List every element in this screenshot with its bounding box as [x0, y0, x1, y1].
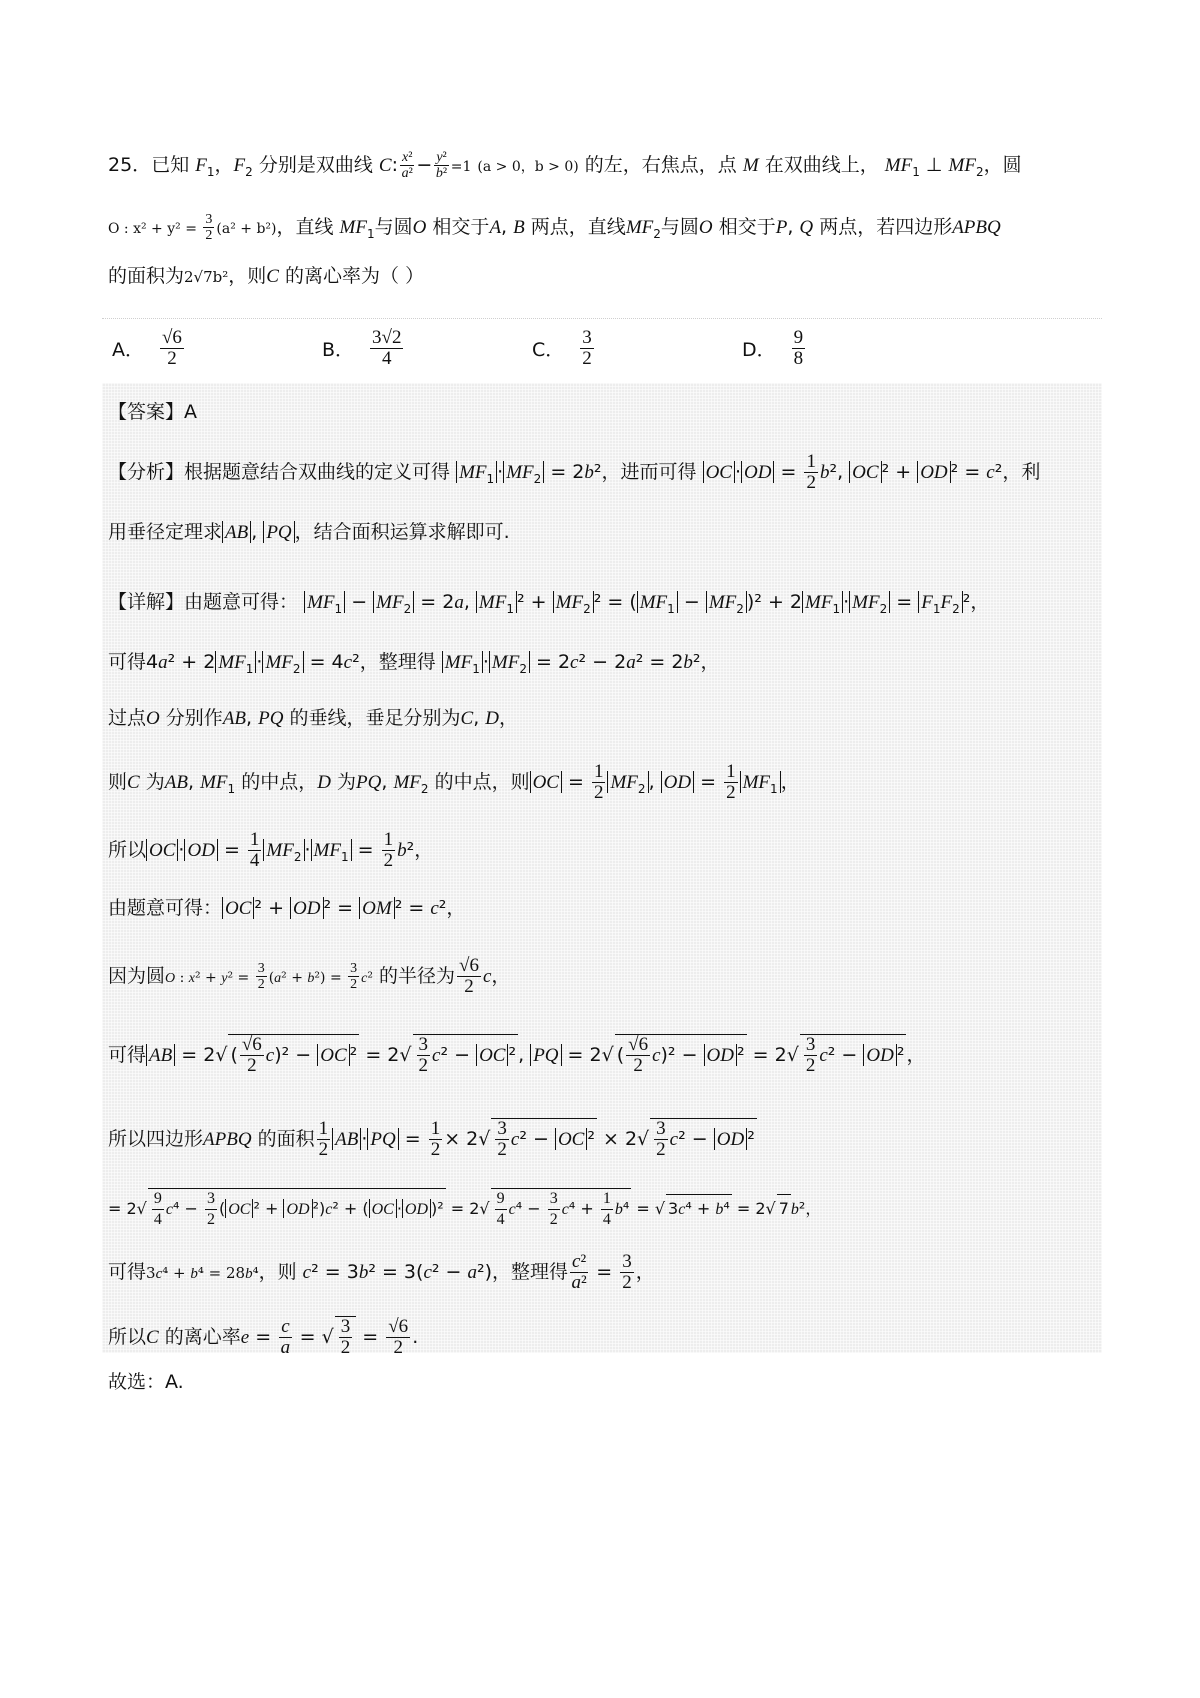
answer-line: 【答案】A	[108, 401, 198, 423]
option-c[interactable]: C． $\frac{3}{2}$	[532, 327, 592, 369]
divider	[102, 318, 1102, 319]
analysis-line-2: 用垂径定理求 AB , PQ ，结合面积运算求解即可.	[108, 521, 510, 543]
question-line-1: 25．已知 $F_1$，$F_2$ 分别是双曲线 C: $\frac{\text{x²}}{\text{a²}}$ − $\frac{\text{y²}}{\text{b²}}$ =1 (a > 0，b > 0) 的左，右焦点，点 M 在双曲线上， $MF_1$ ⊥ $MF_2$，圆	[108, 150, 1022, 181]
analysis-line-1: 【分析】根据题意结合双曲线的定义可得 $MF_1 \cdot MF_2 = 2b^2$，进而可得 OC · OD = $\frac{1}{2}$ b², OC ² + OD ² = c²，利	[108, 451, 1041, 493]
detail-line-2: 可得4a² + 2 $MF_1 \cdot MF_2 = 4c^2$，整理得 $MF_1 \cdot MF_2 = 2c^2 - 2a^2 = 2b^2$，	[108, 651, 720, 676]
conclusion-line: 故选：A.	[108, 1371, 184, 1393]
detail-line-6: 由题意可得： OC ² + OD ² = OM ² = c²，	[108, 897, 466, 919]
detail-line-1: 【详解】由题意可得： $MF_1 - MF_2 = 2a$, $MF_1$ $^2 + MF_2$ ² = ( $MF_1 - MF_2$ )² + 2 $MF_1 \cdot MF_2 = F_1F_2$ ²，	[108, 591, 990, 616]
detail-line-12: 所以C 的离心率e = $\frac{c}{a}$ = √ $\frac{3}{2}$ = $\frac{√6}{2}$ .	[108, 1316, 419, 1358]
detail-line-9: 所以四边形APBQ 的面积 $\frac{1}{2}$ AB · PQ = $\frac{1}{2}$ × 2√ $\frac{3}{2}$ c² − OC ² × 2√ $\frac{3}{2}$ c² − OD ²	[108, 1118, 755, 1160]
question-number: 25．	[108, 154, 152, 176]
question-line-3: 的面积为2√7b²，则C 的离心率为（ ）	[108, 265, 425, 287]
detail-line-11: 可得3c⁴ + b⁴ = 28b⁴，则 c² = 3b² = 3(c² − a²)，整理得 $\frac{\text{c²}}{\text{a²}}$ = $\frac{3}{2}$ ，	[108, 1251, 655, 1293]
question-line-2: O : x² + y² = $\frac{3}{2}$ (a² + b²)，直线 $MF_1$与圆O 相交于A, B 两点，直线$MF_2$与圆O 相交于P, Q 两点，若四边形APBQ	[108, 212, 1001, 243]
detail-line-3: 过点O 分别作AB, PQ 的垂线，垂足分别为C, D，	[108, 707, 519, 729]
option-b[interactable]: B． $\frac{3√2}{4}$	[322, 327, 402, 369]
detail-line-7: 因为圆O : x² + y² = $\frac{3}{2}$ (a² + b²) = $\frac{3}{2}$ c² 的半径为 $\frac{√6}{2}$ c，	[108, 955, 511, 997]
option-d[interactable]: D． $\frac{9}{8}$	[742, 327, 804, 369]
detail-line-5: 所以 OC · OD = $\frac{1}{4}$ $MF_2 \cdot MF_1$ = $\frac{1}{2}$ b²，	[108, 829, 434, 871]
option-a[interactable]: A． $\frac{√6}{2}$	[112, 327, 182, 369]
detail-line-10: = 2√ $\frac{9}{4}$ c⁴ − $\frac{3}{2}$ ( OC ² + OD ²)c² + ( OC · OD )² = 2√ $\frac{9}{4}$ c⁴ − $\frac{3}{2}$ c⁴ + $\frac{1}{4}$ b⁴ = √ 3c⁴ + b⁴ = 2√ 7 b²，	[108, 1190, 822, 1228]
detail-line-8: 可得 AB = 2√ ( $\frac{√6}{2}$ c)² − OC ² = 2√ $\frac{3}{2}$ c² − OC ² , PQ = 2√ ( $\frac{√6}{2}$ c)² − OD ² = 2√ $\frac{3}{2}$ c² − OD ² ，	[108, 1034, 926, 1076]
detail-line-4: 则C 为AB, $MF_1$ 的中点，D 为PQ, $MF_2$ 的中点，则 OC = $\frac{1}{2}$ $MF_2$ , OD = $\frac{1}{2}$ $MF_1$ ，	[108, 761, 800, 803]
